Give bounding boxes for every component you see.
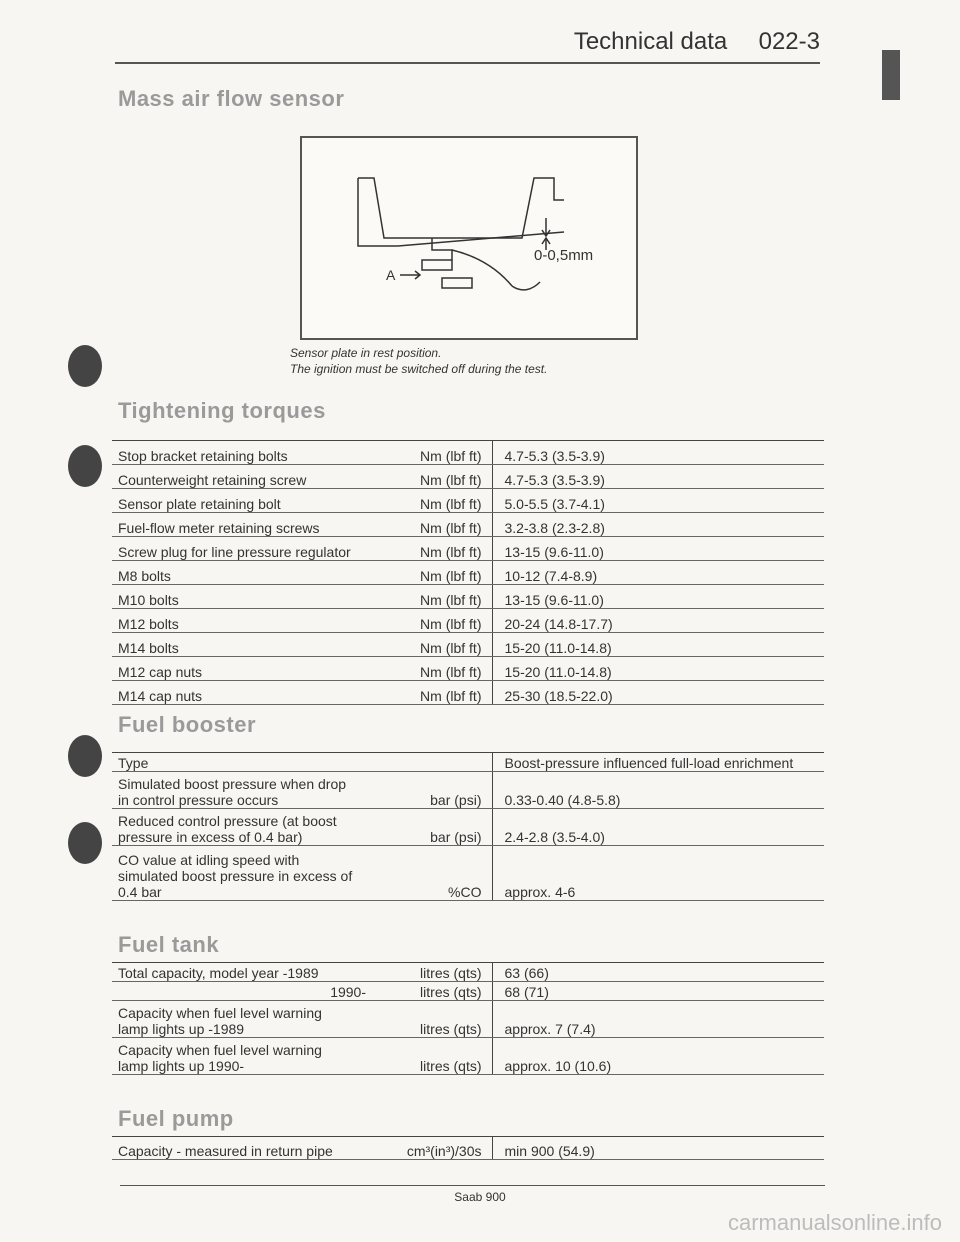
table-row (112, 441, 824, 465)
spec-label-line: M12 cap nuts (118, 664, 203, 680)
spec-label-line: Capacity when fuel level warning (118, 1042, 322, 1058)
spec-label-line: simulated boost pressure in excess of (118, 868, 353, 884)
spec-unit: litres (qts) (372, 1001, 492, 1038)
table-row (112, 537, 824, 561)
spec-label (112, 633, 372, 657)
table-row (112, 633, 824, 657)
spec-label (112, 585, 372, 609)
spec-label (112, 772, 372, 809)
spec-unit: Nm (lbf ft) (372, 585, 492, 609)
spec-label (112, 846, 372, 901)
table-row (112, 846, 824, 901)
spec-unit (372, 753, 492, 772)
spec-value: 13-15 (9.6-11.0) (492, 585, 824, 609)
figure-caption-line-2: The ignition must be switched off during the test. (290, 362, 548, 376)
spec-unit: Nm (lbf ft) (372, 657, 492, 681)
binder-hole (68, 735, 102, 777)
table-row (112, 772, 824, 809)
table-row (112, 809, 824, 846)
header-rule (115, 62, 820, 64)
booster-table (112, 752, 824, 901)
spec-label-line: Capacity when fuel level warning (118, 1005, 322, 1021)
section-title-booster: Fuel booster (118, 712, 257, 737)
spec-label-line: Type (118, 755, 149, 771)
spec-label-line: Capacity - measured in return pipe (118, 1143, 333, 1159)
spec-unit: bar (psi) (372, 772, 492, 809)
sensor-plate-diagram (302, 138, 636, 338)
spec-unit: litres (qts) (372, 1038, 492, 1075)
spec-value: 68 (71) (492, 982, 824, 1001)
spec-unit: litres (qts) (372, 982, 492, 1001)
table-row (112, 609, 824, 633)
section-title-tank: Fuel tank (118, 932, 220, 957)
spec-unit: Nm (lbf ft) (372, 609, 492, 633)
spec-label-line: in control pressure occurs (118, 792, 279, 808)
table-row (112, 657, 824, 681)
dimension-label: 0-0,5mm (534, 247, 594, 264)
table-row (112, 681, 824, 705)
spec-value: 4.7-5.3 (3.5-3.9) (492, 441, 824, 465)
spec-label-line: M14 bolts (118, 640, 179, 656)
table-row (112, 465, 824, 489)
table-row (112, 753, 824, 772)
watermark: carmanualsonline.info (727, 1210, 942, 1235)
spec-value: 3.2-3.8 (2.3-2.8) (492, 513, 824, 537)
spec-label-line: pressure in excess of 0.4 bar) (118, 829, 303, 845)
spec-label (112, 561, 372, 585)
table-row (112, 1038, 824, 1075)
spec-value: 0.33-0.40 (4.8-5.8) (492, 772, 824, 809)
arrow-label: A (386, 267, 396, 283)
spec-label-line: 1990- (330, 984, 366, 1000)
spec-value: 15-20 (11.0-14.8) (492, 657, 824, 681)
spec-label (112, 1038, 372, 1075)
page-header (574, 28, 820, 56)
spec-label (112, 513, 372, 537)
spec-label-line: CO value at idling speed with (118, 852, 300, 868)
table-row (112, 489, 824, 513)
spec-unit: Nm (lbf ft) (372, 441, 492, 465)
table-row (112, 513, 824, 537)
table-row (112, 1001, 824, 1038)
spec-unit: cm³(in³)/30s (372, 1137, 492, 1160)
spec-label-line: M10 bolts (118, 592, 179, 608)
spec-label (112, 465, 372, 489)
spec-label-line: Sensor plate retaining bolt (118, 496, 281, 512)
spec-label-line: M14 cap nuts (118, 688, 203, 704)
spec-label-line: lamp lights up 1990- (118, 1058, 245, 1074)
binder-hole (68, 822, 102, 864)
spec-unit: bar (psi) (372, 809, 492, 846)
spec-value: approx. 4-6 (492, 846, 824, 901)
spec-value: approx. 10 (10.6) (492, 1038, 824, 1075)
spec-label-line: M8 bolts (118, 568, 171, 584)
spec-label (112, 1001, 372, 1038)
footer-rule (120, 1185, 825, 1186)
header-page-number: 022-3 (758, 28, 820, 55)
spec-value: 20-24 (14.8-17.7) (492, 609, 824, 633)
table-row (112, 585, 824, 609)
spec-label-line: M12 bolts (118, 616, 179, 632)
spec-unit: Nm (lbf ft) (372, 465, 492, 489)
spec-unit: litres (qts) (372, 963, 492, 982)
table-row (112, 963, 824, 982)
spec-label-line: Simulated boost pressure when drop (118, 776, 347, 792)
spec-label (112, 441, 372, 465)
spec-value: 5.0-5.5 (3.7-4.1) (492, 489, 824, 513)
spec-label (112, 657, 372, 681)
spec-unit: %CO (372, 846, 492, 901)
spec-label-line: Counterweight retaining screw (118, 472, 307, 488)
pump-table (112, 1136, 824, 1160)
table-row (112, 982, 824, 1001)
spec-label-line: 0.4 bar (118, 884, 162, 900)
spec-unit: Nm (lbf ft) (372, 681, 492, 705)
spec-label (112, 609, 372, 633)
spec-label-line: Stop bracket retaining bolts (118, 448, 288, 464)
section-title-torques: Tightening torques (118, 398, 326, 423)
spec-label (112, 982, 372, 1001)
spec-value: 15-20 (11.0-14.8) (492, 633, 824, 657)
tank-table (112, 962, 824, 1075)
spec-label-line: lamp lights up -1989 (118, 1021, 245, 1037)
spec-label (112, 489, 372, 513)
spec-unit: Nm (lbf ft) (372, 537, 492, 561)
spec-value: approx. 7 (7.4) (492, 1001, 824, 1038)
spec-value: 25-30 (18.5-22.0) (492, 681, 824, 705)
spec-value: 2.4-2.8 (3.5-4.0) (492, 809, 824, 846)
figure-caption-line-1: Sensor plate in rest position. (290, 346, 442, 360)
binder-hole (68, 445, 102, 487)
section-title-pump: Fuel pump (118, 1106, 234, 1131)
footer-text: Saab 900 (454, 1190, 506, 1204)
section-title-maf: Mass air flow sensor (118, 86, 345, 111)
spec-label (112, 681, 372, 705)
header-title: Technical data (573, 28, 728, 55)
spec-unit: Nm (lbf ft) (372, 513, 492, 537)
binder-hole (68, 345, 102, 387)
section-tab-marker (882, 50, 900, 100)
spec-value: Boost-pressure influenced full-load enrichment (492, 753, 824, 772)
spec-unit: Nm (lbf ft) (372, 561, 492, 585)
torque-table (112, 440, 824, 705)
sensor-plate-figure (300, 136, 638, 340)
spec-value: 13-15 (9.6-11.0) (492, 537, 824, 561)
spec-label (112, 809, 372, 846)
spec-label (112, 537, 372, 561)
spec-value: min 900 (54.9) (492, 1137, 824, 1160)
spec-value: 4.7-5.3 (3.5-3.9) (492, 465, 824, 489)
table-row (112, 1137, 824, 1160)
spec-label-line: Total capacity, model year -1989 (118, 965, 319, 981)
spec-label-line: Fuel-flow meter retaining screws (118, 520, 320, 536)
table-row (112, 561, 824, 585)
spec-value: 63 (66) (492, 963, 824, 982)
spec-label (112, 1137, 372, 1160)
spec-value: 10-12 (7.4-8.9) (492, 561, 824, 585)
spec-label-line: Screw plug for line pressure regulator (118, 544, 351, 560)
spec-label-line: Reduced control pressure (at boost (118, 813, 337, 829)
spec-label (112, 963, 372, 982)
spec-unit: Nm (lbf ft) (372, 489, 492, 513)
spec-label (112, 753, 372, 772)
spec-unit: Nm (lbf ft) (372, 633, 492, 657)
